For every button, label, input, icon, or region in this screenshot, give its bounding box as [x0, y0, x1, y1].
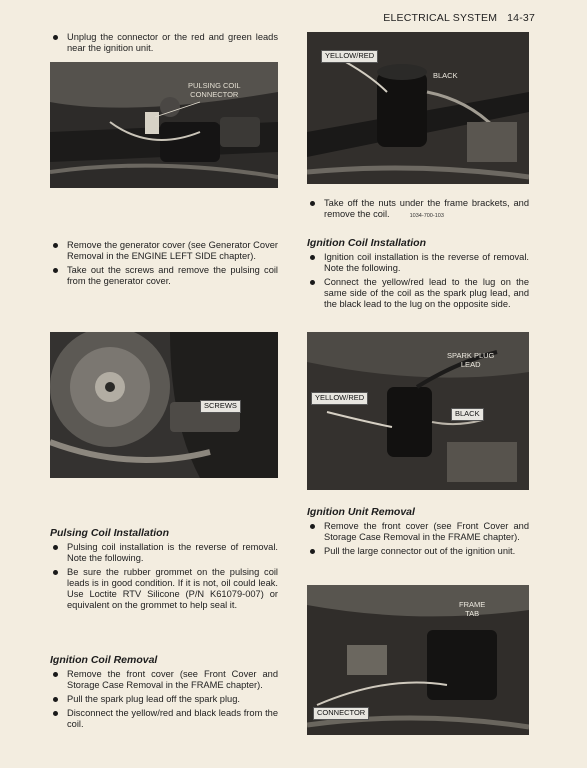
list-item: Pull the large connector out of the ignition unit.	[307, 546, 529, 557]
section-heading: Ignition Coil Removal	[50, 654, 158, 666]
list-item: Remove the front cover (see Front Cover and Storage Case Removal in the FRAME chapter).	[307, 521, 529, 543]
bullet-icon	[53, 570, 58, 575]
bullet-icon	[310, 524, 315, 529]
bullet-icon	[53, 697, 58, 702]
list-item: Pull the spark plug lead off the spark plug.	[50, 694, 278, 705]
callout-screws: SCREWS	[200, 400, 241, 413]
ignition-unit-removal-section	[307, 506, 529, 560]
list-item: Connect the yellow/red lead to the lug on the same side of the coil as the spark plug lead, and the black lead to the lug on the opposite side.	[307, 277, 529, 310]
right-block-2	[307, 252, 529, 310]
bullet-icon	[53, 711, 58, 716]
right-block-1-wrap	[307, 198, 529, 225]
section-title: ELECTRICAL SYSTEM	[383, 12, 498, 24]
section-heading: Ignition Unit Removal	[307, 506, 415, 518]
photo-ignition-unit-connector	[307, 585, 529, 735]
left-block-2	[50, 240, 278, 290]
list-item: Disconnect the yellow/red and black leads from the coil.	[50, 708, 278, 730]
ignition-coil-removal-section	[50, 654, 278, 733]
list-item: Take off the nuts under the frame brackets, and remove the coil. 1034-700-103	[307, 198, 529, 222]
photo-spark-plug-lead	[307, 332, 529, 490]
list-item: Unplug the connector or the red and green leads near the ignition unit.	[50, 32, 278, 54]
callout-spark-plug-lead: SPARK PLUG LEAD	[447, 351, 495, 369]
left-block-3	[50, 542, 278, 611]
bullet-icon	[53, 243, 58, 248]
list-item: Remove the front cover (see Front Cover and Storage Case Removal in the FRAME chapter).	[50, 669, 278, 691]
left-block-1	[50, 32, 278, 57]
pulsing-coil-installation-section	[50, 527, 278, 614]
right-block-3	[307, 521, 529, 557]
right-block-1	[307, 198, 529, 222]
section-heading: Pulsing Coil Installation	[50, 527, 170, 539]
section-heading: Ignition Coil Installation	[307, 237, 426, 249]
figure-id: 1034-700-103	[409, 213, 444, 219]
list-item: Remove the generator cover (see Generator Cover Removal in the ENGINE LEFT SIDE chapter).	[50, 240, 278, 262]
photo-generator-cover-screws	[50, 332, 278, 478]
photo-ignition-coil-leads	[307, 32, 529, 184]
bullet-icon	[53, 672, 58, 677]
bullet-icon	[53, 545, 58, 550]
callout-yellow-red-2: YELLOW/RED	[311, 392, 368, 405]
bullet-icon	[310, 549, 315, 554]
bullet-icon	[53, 268, 58, 273]
callout-black-2: BLACK	[451, 408, 484, 421]
callout-pulsing-coil-connector: PULSING COIL CONNECTOR	[188, 81, 241, 99]
list-item: Pulsing coil installation is the reverse of removal. Note the following.	[50, 542, 278, 564]
list-item: Ignition coil installation is the reverse of removal. Note the following.	[307, 252, 529, 274]
callout-yellow-red: YELLOW/RED	[321, 50, 378, 63]
list-item: Be sure the rubber grommet on the pulsing coil leads is in good condition. If it is not, oil could leak. Use Loctite RTV Silicone (P/N K61079-007) or equivalent on the grommet to help seal it.	[50, 567, 278, 611]
photo-pulsing-coil-connector	[50, 62, 278, 188]
bullet-icon	[53, 35, 58, 40]
callout-connector: CONNECTOR	[313, 707, 369, 720]
bullet-icon	[310, 201, 315, 206]
left-block-4	[50, 669, 278, 730]
bullet-icon	[310, 255, 315, 260]
page-number: 14-37	[507, 12, 535, 24]
callout-black: BLACK	[433, 71, 458, 80]
ignition-coil-installation-section	[307, 237, 529, 313]
page-header	[383, 12, 535, 24]
callout-frame-tab: FRAME TAB	[459, 600, 486, 618]
list-item: Take out the screws and remove the pulsing coil from the generator cover.	[50, 265, 278, 287]
bullet-icon	[310, 280, 315, 285]
